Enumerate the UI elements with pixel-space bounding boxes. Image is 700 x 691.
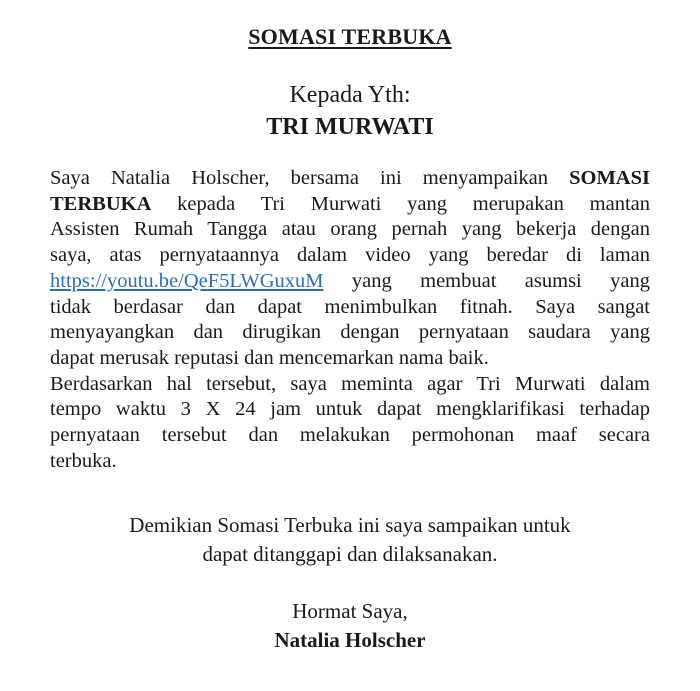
regards-text: Hormat Saya, (292, 599, 408, 623)
body-line: terbuka. (50, 449, 117, 472)
bold-text: SOMASI (569, 167, 650, 189)
paragraph-1 (50, 166, 650, 372)
closing-line: Demikian Somasi Terbuka ini saya sampaikan untuk (129, 513, 571, 537)
body-line (50, 269, 650, 295)
body-line: pernyataan tersebut dan melakukan permohonan maaf secara (50, 424, 650, 447)
body-line: saya, atas pernyataannya dalam video yang beredar di laman (50, 244, 650, 267)
recipient-label: Kepada Yth: (289, 82, 411, 108)
body-line: tempo waktu 3 X 24 jam untuk dapat mengklarifikasi terhadap (50, 398, 650, 421)
signer-name: Natalia Holscher (274, 628, 426, 652)
text-segment: Saya Natalia Holscher, bersama ini menyampaikan (50, 167, 570, 189)
body-line: Assisten Rumah Tangga atau orang pernah yang bekerja dengan (50, 218, 650, 241)
recipient-name: TRI MURWATI (266, 114, 434, 140)
text-segment: kepada Tri Murwati yang merupakan mantan (151, 192, 650, 215)
letter-body (50, 166, 650, 474)
body-line: dapat merusak reputasi dan mencemarkan nama baik. (50, 346, 489, 369)
signature-block (0, 597, 700, 655)
body-line: Berdasarkan hal tersebut, saya meminta agar Tri Murwati dalam (50, 372, 650, 395)
youtube-link[interactable]: https://youtu.be/QeF5LWGuxuM (50, 269, 324, 292)
closing-line: dapat ditanggapi dan dilaksanakan. (202, 542, 498, 566)
document-title: SOMASI TERBUKA (248, 24, 452, 49)
body-line (50, 192, 650, 218)
body-line (50, 166, 650, 192)
text-segment: yang membuat asumsi yang (323, 269, 650, 292)
body-line: menyayangkan dan dirugikan dengan pernyataan saudara yang (50, 321, 650, 344)
body-line: tidak berdasar dan dapat menimbulkan fitnah. Saya sangat (50, 295, 650, 318)
closing-statement (0, 511, 700, 569)
bold-text: TERBUKA (50, 192, 152, 215)
paragraph-2 (50, 372, 650, 475)
